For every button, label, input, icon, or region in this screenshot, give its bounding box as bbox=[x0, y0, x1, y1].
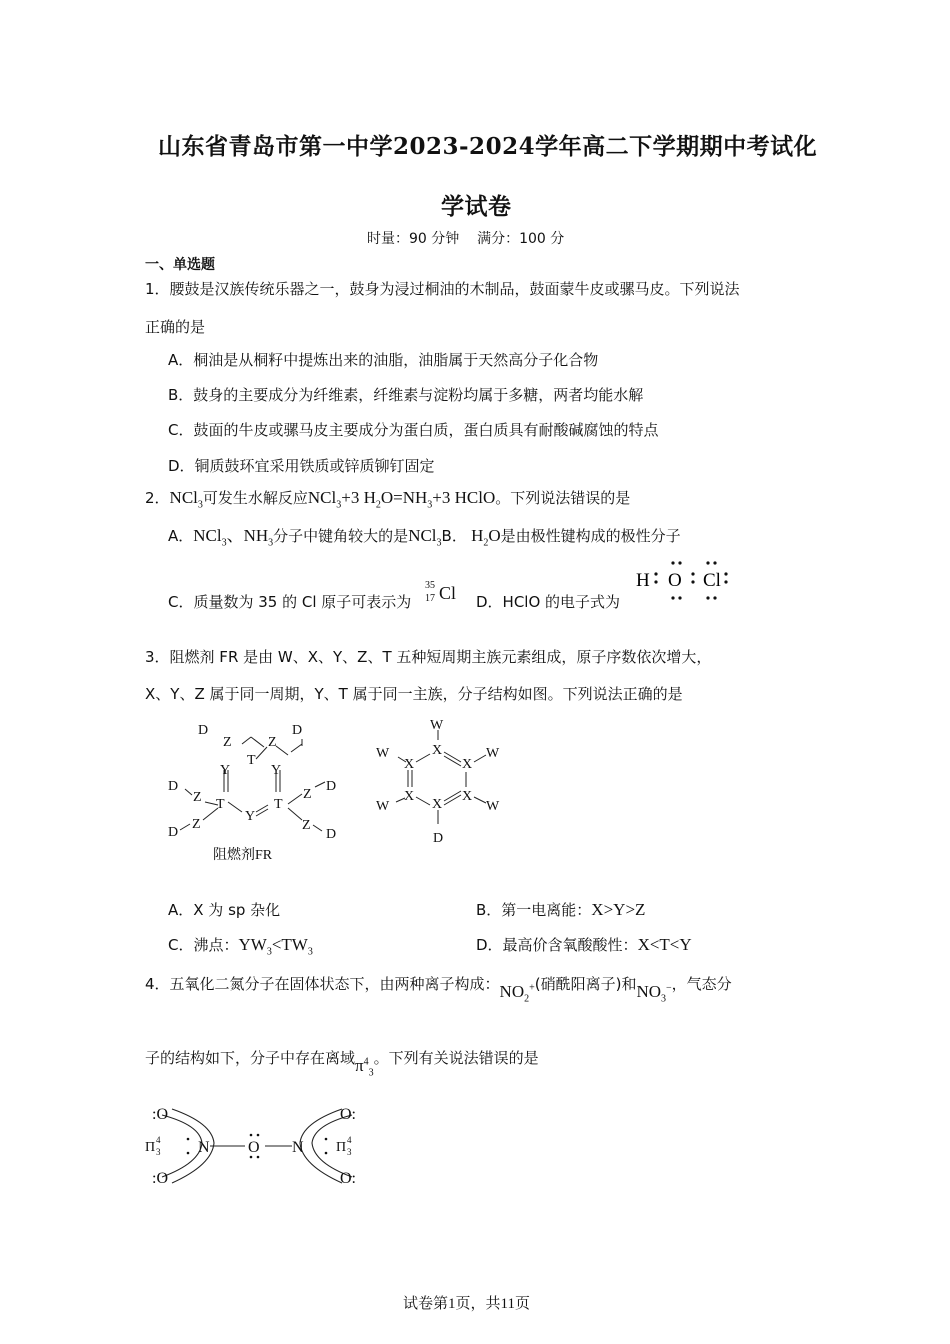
ef-o: O bbox=[668, 570, 682, 591]
q4-pi-symbol bbox=[355, 1056, 374, 1079]
q2-option-a bbox=[168, 521, 681, 548]
q1-stem-line2: 正确的是 bbox=[145, 318, 206, 336]
svg-text:Z: Z bbox=[223, 735, 232, 750]
atomic-number: 17 bbox=[425, 593, 435, 604]
q4-pi-sup: 4 bbox=[363, 1056, 369, 1068]
svg-text:W: W bbox=[486, 746, 500, 761]
svg-text:D: D bbox=[168, 779, 179, 794]
svg-text:D: D bbox=[326, 827, 337, 842]
q4-no3-minus: $NO_3^-$ bbox=[636, 982, 672, 1005]
q4-pi-sub: 3 bbox=[368, 1067, 374, 1079]
ef-h: H bbox=[636, 570, 650, 591]
svg-text:Z: Z bbox=[192, 817, 201, 832]
q4-pi-letter: π bbox=[355, 1056, 364, 1075]
q3-option-d-formula: X<T<Y bbox=[637, 935, 692, 954]
q4-stem-line2 bbox=[145, 1047, 539, 1079]
svg-text:Π: Π bbox=[145, 1140, 156, 1155]
svg-text:Y: Y bbox=[271, 763, 282, 778]
svg-text:D: D bbox=[326, 779, 337, 794]
svg-text::O: :O bbox=[152, 1106, 168, 1123]
q2-option-a-answer: NCl$_3$ bbox=[408, 526, 442, 549]
q4-stem-start: 4．五氧化二氮分子在固体状态下，由两种离子构成： bbox=[145, 975, 500, 993]
svg-text:T: T bbox=[216, 797, 225, 812]
q3-option-b-formula: X>Y>Z bbox=[591, 900, 646, 919]
svg-text:Z: Z bbox=[268, 735, 277, 750]
q3-option-d bbox=[476, 934, 692, 955]
q1-option-c: C．鼓面的牛皮或骡马皮主要成分为蛋白质，蛋白质具有耐酸碱腐蚀的特点 bbox=[168, 421, 659, 439]
q3-stem-line1: 3．阻燃剂 FR 是由 W、X、Y、Z、T 五种短周期主族元素组成，原子序数依次增大， bbox=[145, 648, 712, 666]
section-heading: 一、单选题 bbox=[145, 257, 215, 273]
q3-option-d-label: D．最高价含氧酸酸性： bbox=[476, 936, 638, 954]
q3-stem-line2: X、Y、Z 属于同一周期，Y、T 属于同一主族，分子结构如图。下列说法正确的是 bbox=[145, 685, 683, 703]
q4-stem-end: ，气态分 bbox=[671, 975, 732, 993]
svg-text:O: O bbox=[248, 1139, 260, 1156]
q4-stem2-end: 。下列有关说法错误的是 bbox=[373, 1049, 539, 1067]
svg-text:T: T bbox=[247, 753, 256, 768]
fr-structure-diagram bbox=[150, 712, 530, 872]
title-line-2: 学试卷 bbox=[441, 193, 512, 220]
svg-text:W: W bbox=[486, 799, 500, 814]
q2-stem-mid: 可发生水解反应 bbox=[202, 489, 308, 507]
svg-text:Z: Z bbox=[193, 790, 202, 805]
mass-number: 35 bbox=[425, 580, 435, 591]
q3-option-c bbox=[168, 934, 313, 957]
page-footer: 试卷第1页，共11页 bbox=[403, 1296, 530, 1312]
svg-text:3: 3 bbox=[347, 1147, 352, 1157]
q4-stem2-start: 子的结构如下，分子中存在离域 bbox=[145, 1049, 356, 1067]
q2-option-a-text: 分子中键角较大的是 bbox=[273, 527, 409, 545]
svg-text:W: W bbox=[376, 746, 390, 761]
fr-left-atoms bbox=[168, 723, 336, 842]
hclo-electron-formula bbox=[630, 556, 730, 606]
svg-text:Y: Y bbox=[220, 763, 231, 778]
svg-text:X: X bbox=[432, 743, 443, 758]
q2-formula-ncl3: NCl$_3$ bbox=[169, 488, 203, 511]
q2-stem bbox=[145, 487, 630, 510]
q2-reaction: NCl$_3$+3 $H_2O=NH_3+3$ HClO bbox=[307, 488, 496, 511]
title-line-1: 山东省青岛市第一中学2023-2024学年高二下学期期中考试化 bbox=[158, 133, 818, 160]
q2-nuclide-symbol bbox=[425, 580, 465, 610]
svg-text:4: 4 bbox=[156, 1135, 161, 1145]
element-symbol: Cl bbox=[439, 583, 457, 603]
svg-text:W: W bbox=[430, 718, 444, 733]
svg-text:D: D bbox=[168, 825, 179, 840]
svg-text:Y: Y bbox=[245, 809, 256, 824]
q4-stem-line1 bbox=[145, 973, 732, 1005]
svg-text:N: N bbox=[292, 1139, 304, 1156]
svg-text:W: W bbox=[376, 799, 390, 814]
svg-text::O: :O bbox=[152, 1170, 168, 1187]
q3-option-b-label: B．第一电离能： bbox=[476, 901, 592, 919]
n2o5-structure-diagram bbox=[140, 1095, 380, 1195]
svg-text:X: X bbox=[462, 757, 473, 772]
q1-stem-line1: 1．腰鼓是汉族传统乐器之一，鼓身为浸过桐油的木制品，鼓面蒙牛皮或骡马皮。下列说法 bbox=[145, 280, 740, 298]
q3-option-b bbox=[476, 899, 645, 920]
q3-option-c-formula: $YW_3<TW_3$ bbox=[238, 935, 313, 958]
svg-text:X: X bbox=[404, 757, 415, 772]
svg-text:D: D bbox=[198, 723, 209, 738]
svg-text:4: 4 bbox=[347, 1135, 352, 1145]
q2-option-b-text: 是由极性键构成的极性分子 bbox=[500, 527, 681, 545]
q1-option-b: B．鼓身的主要成分为纤维素，纤维素与淀粉均属于多糖，两者均能水解 bbox=[168, 386, 644, 404]
svg-text:X: X bbox=[404, 789, 415, 804]
svg-text:Π: Π bbox=[336, 1140, 347, 1155]
svg-text:O:: O: bbox=[340, 1106, 356, 1123]
svg-text:D: D bbox=[292, 723, 303, 738]
q4-stem-mid: (硝酰阳离子)和 bbox=[534, 975, 637, 993]
q1-option-d: D．铜质鼓环宜采用铁质或锌质铆钉固定 bbox=[168, 457, 435, 475]
fr-label: 阻燃剂FR bbox=[213, 848, 273, 863]
q2-option-d: D．HClO 的电子式为 bbox=[476, 593, 621, 611]
svg-text:O:: O: bbox=[340, 1170, 356, 1187]
svg-text:3: 3 bbox=[156, 1147, 161, 1157]
q2-option-a-formula: NCl$_3$、$NH_3$ bbox=[193, 526, 274, 549]
q2-option-c: C．质量数为 35 的 Cl 原子可表示为 bbox=[168, 593, 412, 611]
q2-option-b-label: B． bbox=[441, 527, 467, 545]
q2-option-a-label: A． bbox=[168, 527, 194, 545]
svg-text:Z: Z bbox=[302, 818, 311, 833]
q4-no2-plus: $NO_2^+$ bbox=[499, 982, 535, 1005]
q2-number: 2． bbox=[145, 489, 170, 507]
svg-text:X: X bbox=[462, 789, 473, 804]
ef-cl: Cl bbox=[703, 570, 721, 591]
svg-text:T: T bbox=[274, 797, 283, 812]
exam-info: 时量：90 分钟 满分：100 分 bbox=[367, 231, 565, 247]
q2-option-b-formula: $H_2O$ bbox=[466, 526, 501, 549]
q2-stem-end: 。下列说法错误的是 bbox=[495, 489, 631, 507]
q3-option-c-label: C．沸点： bbox=[168, 936, 239, 954]
svg-text:D: D bbox=[433, 831, 444, 846]
q1-option-a: A．桐油是从桐籽中提炼出来的油脂，油脂属于天然高分子化合物 bbox=[168, 351, 599, 369]
svg-text:N: N bbox=[198, 1139, 210, 1156]
q3-option-a: A．X 为 sp 杂化 bbox=[168, 901, 281, 919]
svg-text:X: X bbox=[432, 797, 443, 812]
svg-text:Z: Z bbox=[303, 787, 312, 802]
